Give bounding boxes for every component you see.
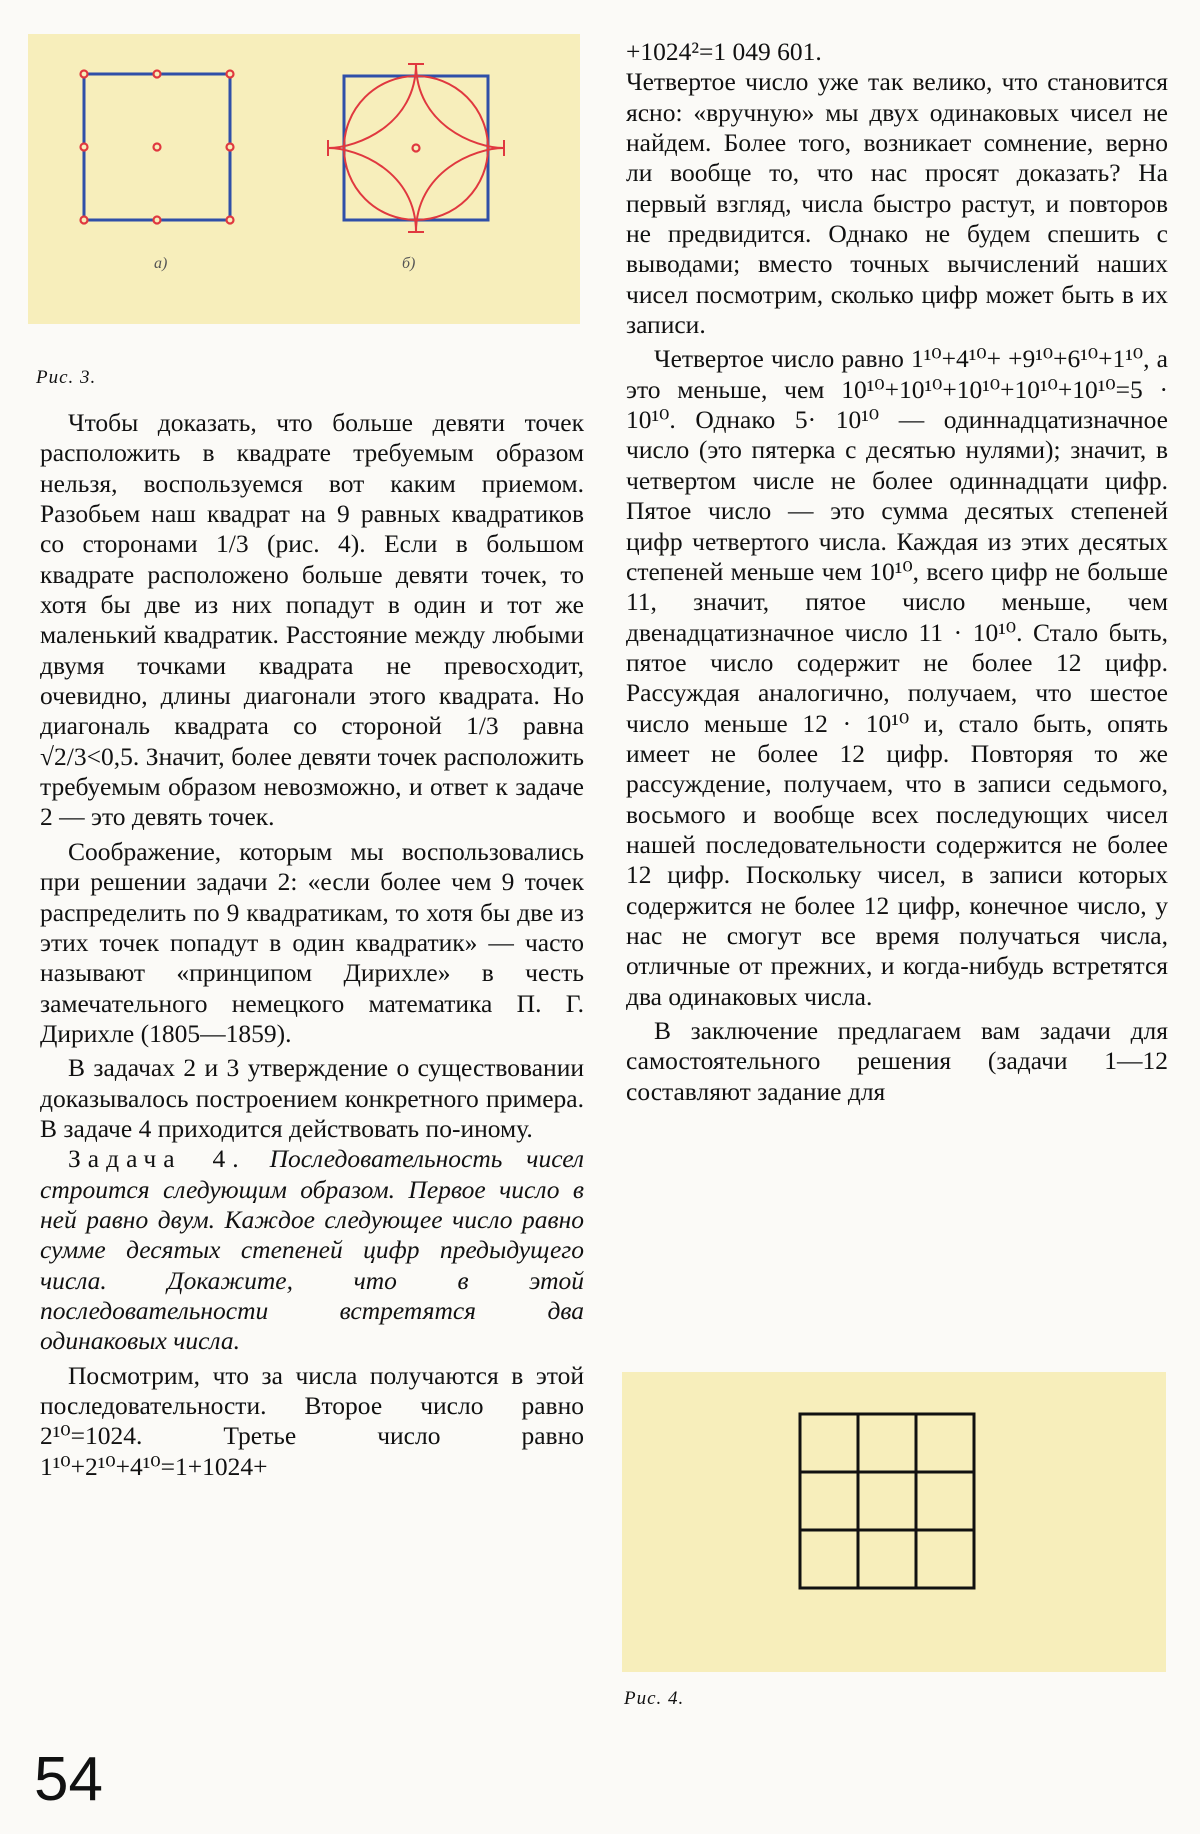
figure-3-drawing [28, 34, 580, 324]
left-column [40, 408, 584, 1482]
equation-line: +1024²=1 049 601. [626, 37, 822, 66]
point [154, 144, 161, 151]
figure-3 [28, 34, 580, 324]
paragraph: Четвертое число равно 1¹⁰+4¹⁰+ +9¹⁰+6¹⁰+1¹⁰, а это меньше, чем 10¹⁰+10¹⁰+10¹⁰+10¹⁰+10¹⁰=5 · 10¹⁰. Однако 5· 10¹⁰ — одиннадцатизначное число (это пятерка с десятью нулями); значит, в четвертом числе не более одиннадцати цифр. Пятое число — это сумма десятых степеней цифр четвертого числа. Каждая из этих десятых степеней меньше чем 10¹⁰, всего цифр не больше 11, значит, пятое число меньше, чем двенадцатизначное число 11 · 10¹⁰. Стало быть, пятое число содержит не более 12 цифр. Рассуждая аналогично, получаем, что шестое число меньше 12 · 10¹⁰ и, стало быть, опять имеет не более 12 цифр. Повторяя то же рассуждение, получаем, что в записи седьмого, восьмого и вообще всех последующих чисел нашей последовательности содержится не более 12 цифр. Поскольку чисел, в записи которых содержится не более 12 цифр, конечное число, у нас не смогут все время получаться числа, отличные от прежних, и когда-нибудь встретятся два одинаковых числа. [626, 344, 1168, 1011]
paragraph: Чтобы доказать, что больше девяти точек расположить в квадрате требуемым образом нельзя, воспользуемся вот каким приемом. Разобьем наш квадрат на 9 равных квадратиков со сторонами 1/3 (рис. 4). Если в большом квадрате расположено больше девяти точек, то хотя бы две из них попадут в один и тот же маленький квадратик. Расстояние между любыми двумя точками квадрата не превосходит, очевидно, длины диагонали этого квадрата. Но диагональ квадрата со стороной 1/3 равна √2/3<0,5. Значит, более девяти точек расположить требуемым образом невозможно, и ответ к задаче 2 — это девять точек. [40, 408, 584, 832]
center-point [413, 145, 420, 152]
page-number: 54 [34, 1745, 103, 1814]
point [154, 71, 161, 78]
paragraph: В задачах 2 и 3 утверждение о существовании доказывалось построением конкретного примера. В задаче 4 приходится действовать по-иному. [40, 1053, 584, 1143]
figure-3b [328, 64, 504, 232]
paragraph: Посмотрим, что за числа получаются в этой последовательности. Второе число равно 2¹⁰=1024. Третье число равно 1¹⁰+2¹⁰+4¹⁰=1+1024+ [40, 1360, 584, 1481]
point [227, 217, 234, 224]
problem-label: Задача 4. [68, 1144, 246, 1174]
figure-3-caption: Рис. 3. [36, 367, 97, 388]
grid-outer [800, 1414, 974, 1588]
point [154, 217, 161, 224]
paragraph: Соображение, которым мы воспользовались при решении задачи 2: «если более чем 9 точек распределить по 9 квадратикам, то хотя бы две из этих точек попадут в один квадратик» — часто называют «принципом Дирихле» в честь замечательного немецкого математика П. Г. Дирихле (1805—1859). [40, 836, 584, 1048]
label-a: а) [154, 255, 168, 272]
point [81, 71, 88, 78]
problem-text: Последовательность чисел строится следующим образом. Первое число в ней равно двум. Каждое следующее число равно сумме десятых степеней цифр предыдущего числа. Докажите, что в этой последовательности встретятся два одинаковых числа. [40, 1144, 584, 1356]
right-column [626, 37, 1168, 1107]
point [81, 144, 88, 151]
problem-4 [40, 1144, 584, 1356]
point [227, 71, 234, 78]
label-b: б) [402, 255, 416, 272]
figure-4-grid [622, 1372, 1166, 1672]
paragraph: Четвертое число уже так велико, что становится ясно: «вручную» мы двух одинаковых чисел не найдем. Более того, возникает сомнение, верно ли вообще то, что нас просят доказать? На первый взгляд, числа быстро растут, и повторов не предвидится. Однако не будем спешить с выводами; вместо точных вычислений наших чисел посмотрим, сколько цифр может быть в их записи. [626, 67, 1168, 340]
figure-3a [81, 71, 234, 224]
figure-4 [622, 1372, 1166, 1672]
paragraph: В заключение предлагаем вам задачи для самостоятельного решения (задачи 1—12 составляют задание для [626, 1016, 1168, 1106]
point [81, 217, 88, 224]
point [227, 144, 234, 151]
figure-4-caption: Рис. 4. [624, 1688, 685, 1709]
